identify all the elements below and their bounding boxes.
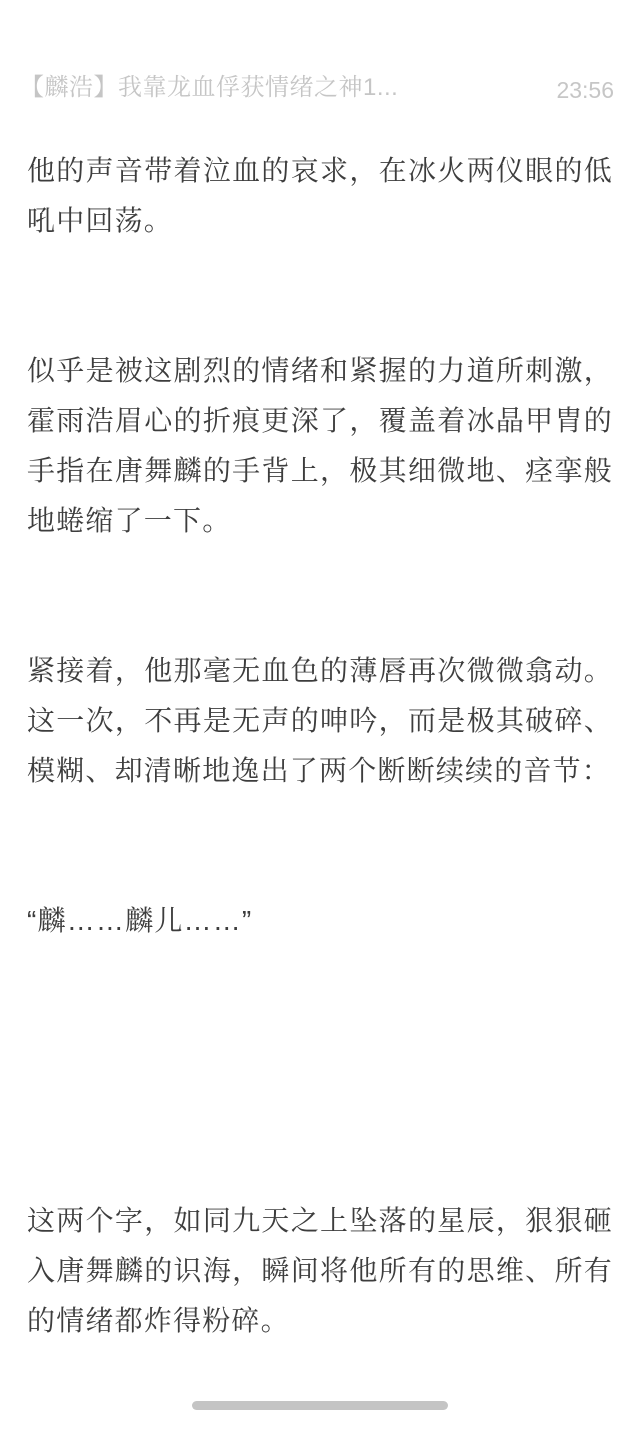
paragraph: 这两个字，如同九天之上坠落的星辰，狠狠砸入唐舞麟的识海，瞬间将他所有的思维、所有的情绪都炸得粉碎。 (27, 1205, 613, 1336)
home-indicator-bar[interactable] (192, 1401, 448, 1410)
paragraph: 紧接着，他那毫无血色的薄唇再次微微翕动。这一次，不再是无声的呻吟，而是极其破碎、模糊、却清晰地逸出了两个断断续续的音节： (27, 655, 613, 786)
reader-content[interactable] (27, 146, 613, 1446)
clock: 23:56 (556, 77, 614, 103)
reader-header (0, 0, 640, 112)
paragraph: 似乎是被这剧烈的情绪和紧握的力道所刺激，霍雨浩眉心的折痕更深了，覆盖着冰晶甲胄的手指在唐舞麟的手背上，极其细微地、痉挛般地蜷缩了一下。 (27, 355, 613, 536)
paragraph: 他的声音带着泣血的哀求，在冰火两仪眼的低吼中回荡。 (27, 155, 613, 236)
chapter-title: 【麟浩】我靠龙血俘获情绪之神1... (20, 74, 399, 101)
paragraph-quote: “麟……麟儿……” (27, 905, 253, 936)
